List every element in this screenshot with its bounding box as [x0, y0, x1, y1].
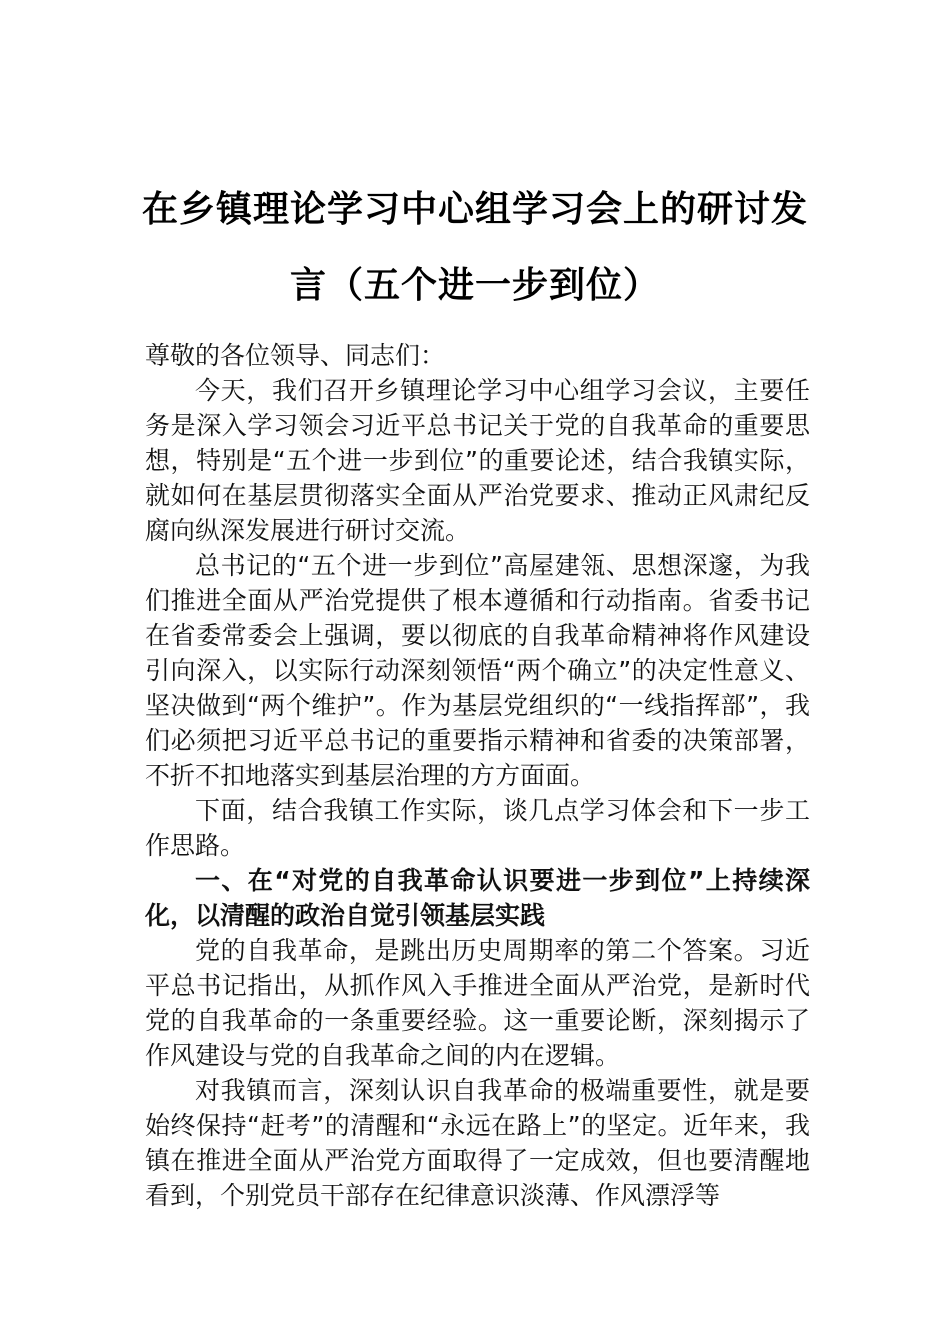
paragraph-intro: 今天，我们召开乡镇理论学习中心组学习会议，主要任务是深入学习领会习近平总书记关于党的自我革命的重要思想，特别是“五个进一步到位”的重要论述，结合我镇实际，就如何在基层贯彻落实全面从严治党要求、推动正风肃纪反腐向纵深发展进行研讨交流。 [145, 376, 810, 545]
paragraph-five-steps: 总书记的“五个进一步到位”高屋建瓴、思想深邃，为我们推进全面从严治党提供了根本遵循和行动指南。省委书记在省委常委会上强调，要以彻底的自我革命精神将作风建设引向深入，以实际行动深刻领悟“两个确立”的决定性意义、坚决做到“两个维护”。作为基层党组织的“一线指挥部”，我们必须把习近平总书记的重要指示精神和省委的决策部署，不折不扣地落实到基层治理的方方面面。 [145, 551, 810, 790]
salutation: 尊敬的各位领导、同志们： [145, 341, 446, 370]
section-1-paragraph: 对我镇而言，深刻认识自我革命的极端重要性，就是要始终保持“赶考”的清醒和“永远在路上”的坚定。近年来，我镇在推进全面从严治党方面取得了一定成效，但也要清醒地看到，个别党员干部存在纪律意识淡薄、作风漂浮等 [145, 1076, 810, 1210]
section-1-paragraph: 党的自我革命，是跳出历史周期率的第二个答案。习近平总书记指出，从抓作风入手推进全面从严治党，是新时代党的自我革命的一条重要经验。这一重要论断，深刻揭示了作风建设与党的自我革命之间的内在逻辑。 [145, 936, 810, 1070]
document-body [145, 338, 810, 1213]
paragraph-outline: 下面，结合我镇工作实际，谈几点学习体会和下一步工作思路。 [145, 796, 810, 860]
title-line-2: 言（五个进一步到位） [289, 265, 660, 306]
title-line-1: 在乡镇理论学习中心组学习会上的研讨发 [141, 189, 808, 230]
document-title [130, 172, 820, 324]
section-1-heading: 一、在“对党的自我革命认识要进一步到位”上持续深化，以清醒的政治自觉引领基层实践 [145, 866, 810, 930]
